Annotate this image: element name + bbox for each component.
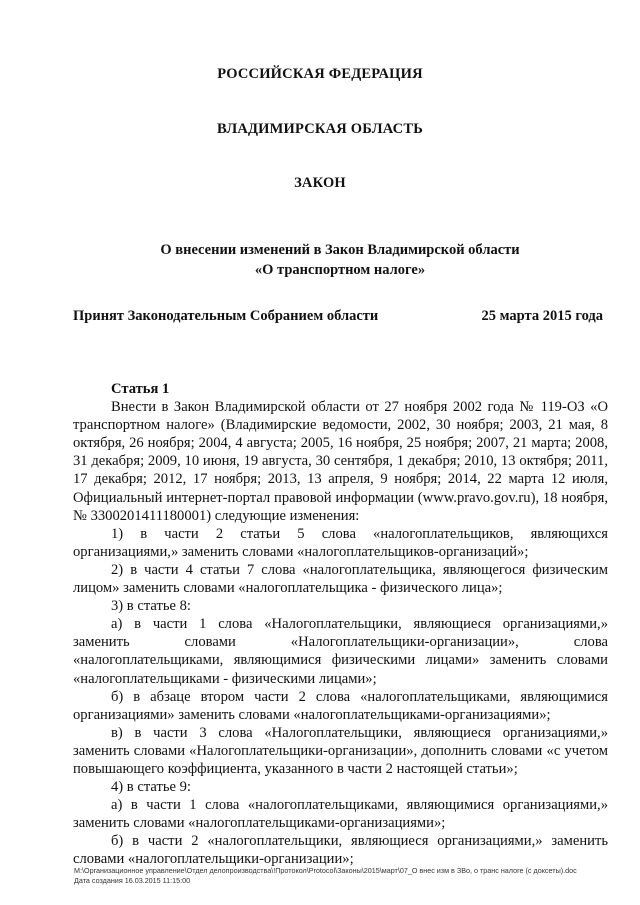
list-item: а) в части 1 слова «Налогоплательщики, являющиеся организациями,» заменить словами «Налогоплательщики-организации», слова «налогоплательщиками, являющимися физическими лицами» заменить словами «налогоплательщиками - физическими лицами»;: [73, 616, 608, 687]
region-heading: ВЛАДИМИРСКАЯ ОБЛАСТЬ: [217, 121, 423, 137]
list-item: б) в абзаце втором части 2 слова «налогоплательщиками, являющимися организациями» заменить словами «налогоплательщиками-организациями»;: [73, 688, 608, 723]
law-title: [80, 240, 600, 280]
doc-type-heading: ЗАКОН: [294, 175, 346, 191]
list-item: 3) в статье 8:: [111, 598, 191, 615]
law-title-line2: «О транспортном налоге»: [254, 262, 426, 278]
list-item: в) в части 3 слова «Налогоплательщики, являющиеся организациями,» заменить словами «Налогоплательщики-организации», дополнить словами «с учетом повышающего коэффициента, указанного в части 2 настоящей статьи»;: [73, 724, 608, 777]
law-title-line1: О внесении изменений в Закон Владимирской области: [160, 242, 520, 258]
article-heading: Статья 1: [111, 381, 170, 397]
list-item: 2) в части 4 статьи 7 слова «налогоплательщика, являющегося физическим лицом» заменить словами «налогоплательщика - физического лица»;: [73, 561, 608, 597]
article-intro: Внести в Закон Владимирской области от 27 ноября 2002 года № 119-ОЗ «О транспортном налоге» (Владимирские ведомости, 2002, 30 ноября; 2003, 21 мая, 8 октября, 26 ноября; 2004, 4 августа; 2005, 16 ноября, 25 ноября; 2007, 21 марта; 2008, 31 декабря; 2009, 10 июня, 19 августа, 30 сентября, 1 декабря; 2010, 13 октября; 2011, 17 декабря; 2012, 17 ноября; 2013, 13 апреля, 9 ноября; 2014, 22 марта 12 июля, Официальный интернет-портал правовой информации (www.pravo.gov.ru), 18 ноября, № 3300201411180001) следующие изменения:: [73, 399, 608, 524]
list-item: 4) в статье 9:: [111, 779, 191, 796]
list-item: б) в части 2 «налогоплательщики, являющиеся организациями,» заменить словами «налогоплательщики-организации»;: [73, 833, 608, 868]
amendment-list: [73, 525, 608, 869]
list-item: а) в части 1 слова «налогоплательщиками, являющимися организациями,» заменить словами «налогоплательщиками-организациями»;: [73, 797, 608, 832]
country-heading: РОССИЙСКАЯ ФЕДЕРАЦИЯ: [217, 66, 423, 82]
adoption-label: Принят Законодательным Собранием области: [73, 308, 379, 324]
list-item: 1) в части 2 статьи 5 слова «налогоплательщиков, являющихся организациями,» заменить словами «налогоплательщиков-организаций»;: [73, 525, 608, 560]
adoption-date: 25 марта 2015 года: [481, 308, 603, 324]
file-path-footer: M:\Организационное управление\Отдел делопроизводства\!Протокол\Protocol\Законы\2015\март\07_О внес изм в ЗВо, о транс налоге (с доксеты).doc Дата создания 16.03.2015 11:15:00: [74, 866, 577, 885]
article-1: [73, 380, 608, 869]
